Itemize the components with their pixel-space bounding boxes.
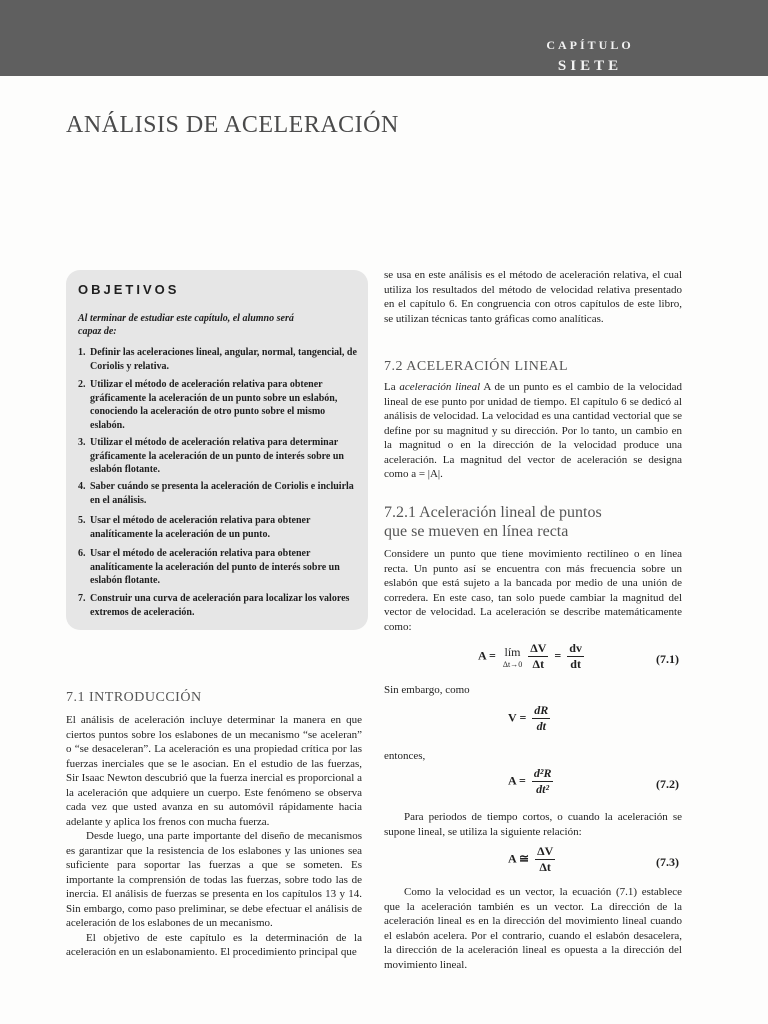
equation-velocity: V = $\frac{dR}{dt}$ xyxy=(508,703,549,733)
equation-7-2: A = $\frac{\text{d²R}}{\text{dt²}}$ xyxy=(508,766,552,796)
term-linear-acceleration: aceleración lineal xyxy=(399,381,481,393)
text-entonces: entonces, xyxy=(384,750,426,762)
section-7-1-heading: 7.1 INTRODUCCIÓN xyxy=(66,690,202,705)
text-para-periodos: Para periodos de tiempo cortos, o cuando la aceleración se supone lineal, se utiliza la siguiente relación: xyxy=(384,811,682,838)
section-7-2-heading: 7.2 ACELERACIÓN LINEAL xyxy=(384,359,569,374)
text-como-velocidad: Como la velocidad es un vector, la ecuación (7.1) establece que la aceleración también es un vector. La dirección de la aceleración lineal es en la dirección del movimiento lineal cuando el eslabón acelera. Por el contrario, cuando el eslabón desacelera, la dirección de la aceleración lineal es opuesta a la dirección del movimiento lineal. xyxy=(384,886,682,971)
subsection-7-2-1-body: Considere un punto que tiene movimiento rectilíneo o en línea recta. Un punto así se encuentra con más frecuencia sobre un eslabón que está sujeto a la bancada por medio de una unión de corredera. En este caso, tan solo puede cambiar la magnitud del vector de velocidad. La aceleración se describe matemáticamente como: xyxy=(384,548,682,633)
objectives-heading: OBJETIVOS xyxy=(78,282,180,297)
equation-number-7-1: (7.1) xyxy=(656,652,679,666)
objective-item: 3. Utilizar el método de aceleración relativa para determinar gráficamente la aceleración de un punto de interés sobre un eslabón flotante. xyxy=(78,437,344,475)
equation-7-1: A = lím Δt→0 $\frac{\Delta V}{\Delta t}$ = $\frac{dv}{dt}$ xyxy=(478,641,582,671)
objective-item: 1. Definir las aceleraciones lineal, angular, normal, tangencial, de Coriolis y relativa. xyxy=(78,347,357,372)
subsection-7-2-1-heading: 7.2.1 Aceleración lineal de puntos que se mueven en línea recta xyxy=(384,504,602,540)
chapter-label: CAPÍTULO xyxy=(546,38,634,52)
objectives-intro: Al terminar de estudiar este capítulo, el alumno será capaz de: xyxy=(78,313,294,337)
paragraph: El objetivo de este capítulo es la determinación de la aceleración en un eslabonamiento. El procedimiento principal que xyxy=(66,931,362,958)
equation-number-7-3: (7.3) xyxy=(656,855,679,869)
paragraph: Desde luego, una parte importante del diseño de mecanismos es garantizar que la resistencia de los eslabones y las uniones sea suficiente para soportar las fuerzas a que se someten. Es importante la comprensión de todas las fuerzas, sobre todo las de inercia. El análisis de fuerzas se presenta en los capítulos 13 y 14. Sin embargo, como paso preliminar, se debe efectuar el análisis de aceleración de los eslabones de un mecanismo. xyxy=(66,830,362,929)
equation-7-3: A ≅ $\frac{\Delta V}{\Delta t}$ xyxy=(508,844,554,874)
objectives-box xyxy=(66,270,368,630)
section-7-1-body xyxy=(66,713,362,960)
section-7-2-body: La aceleración lineal A de un punto es el cambio de la velocidad lineal de ese punto por unidad de tiempo. El capítulo 6 se dedicó al análisis de velocidad. La velocidad es una cantidad vectorial que se define por su magnitud y su dirección. Por lo tanto, un cambio en la magnitud o en la dirección de la velocidad produce una aceleración. La magnitud del vector de aceleración se designa como a = |A|. xyxy=(384,381,682,480)
page-title: ANÁLISIS DE ACELERACIÓN xyxy=(66,112,399,138)
chapter-number: SIETE xyxy=(557,58,623,74)
right-column-continuation: se usa en este análisis es el método de aceleración relativa, el cual utiliza los resultados del método de velocidad relativa presentado en el capítulo 6. En congruencia con otros capítulos de este libro, se utilizan técnicas tanto gráficas como analíticas. xyxy=(384,269,682,325)
chapter-header-bar xyxy=(0,0,768,76)
objective-item: 2. Utilizar el método de aceleración relativa para obtener gráficamente la aceleración de un punto sobre un eslabón, conociendo la aceleración de otro punto sobre el mismo eslabón. xyxy=(78,379,338,431)
objective-item: 5. Usar el método de aceleración relativa para obtener analíticamente la aceleración de un punto. xyxy=(78,515,311,540)
objective-item: 4. Saber cuándo se presenta la aceleración de Coriolis e incluirla en el análisis. xyxy=(78,481,354,506)
paragraph: El análisis de aceleración incluye determinar la manera en que ciertos puntos sobre los eslabones de un mecanismo “se aceleran” o “se desaceleran”. La aceleración es una propiedad crítica por las fuerzas inerciales que se le asocian. En el estudio de las fuerzas, Sir Isaac Newton descubrió que la fuerza inercial es proporcional a la aceleración que adquiere un cuerpo. Este fenómeno se observa cada vez que usted avanza en su automóvil rápidamente hacia adelante y aplica los frenos con mucha fuerza. xyxy=(66,714,362,828)
objective-item: 6. Usar el método de aceleración relativa para obtener analíticamente la aceleración del punto de interés sobre un eslabón flotante. xyxy=(78,548,340,586)
equation-number-7-2: (7.2) xyxy=(656,777,679,791)
objective-item: 7. Construir una curva de aceleración para localizar los valores extremos de aceleración. xyxy=(78,593,350,618)
text-sin-embargo: Sin embargo, como xyxy=(384,684,470,696)
